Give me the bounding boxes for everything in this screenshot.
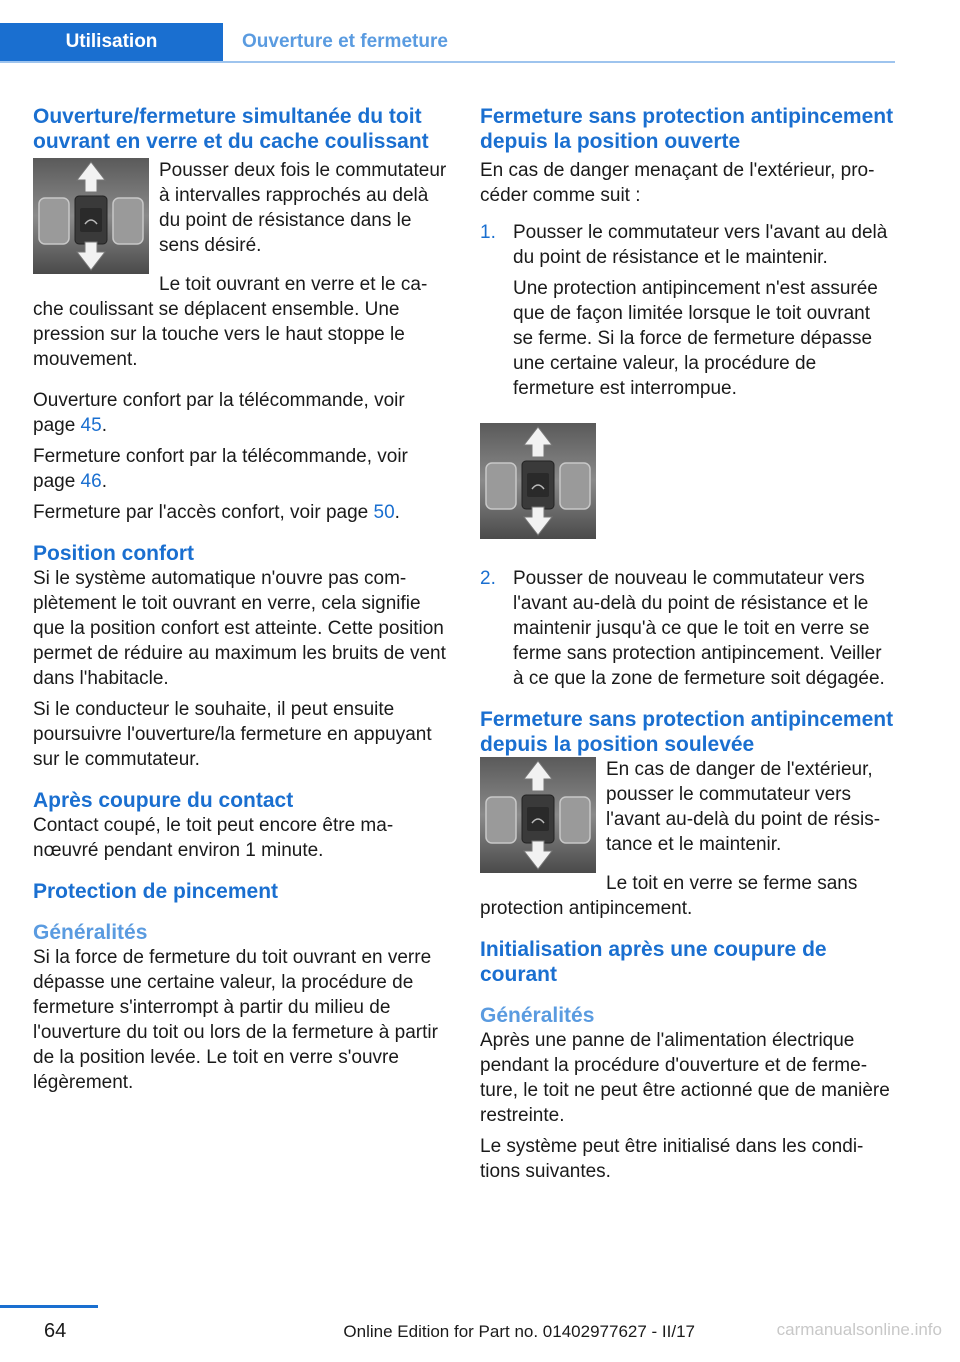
paragraph: Le système peut être initialisé dans les conditions suivantes. [480,1136,864,1182]
page-link-50[interactable]: 50 [373,502,395,523]
page-link-46[interactable]: 46 [80,471,102,492]
paragraph: Pousser deux fois le commutateur à intervalles rapprochés au delà du point de résistance dans le sens désiré. [159,160,447,256]
steps-list [480,220,895,401]
heading-comfort: Position confort [33,542,194,565]
right-column [480,104,895,1184]
heading-close-open: Fermeture sans protection antipincement depuis la position ouverte [480,105,894,153]
watermark: carmanualsonline.info [776,1320,942,1339]
tab-ouverture-fermeture[interactable]: Ouverture et fermeture [242,31,448,52]
subheading-general: Généralités [480,1004,595,1027]
header-divider [0,61,895,63]
step-number: 1. [480,222,496,243]
paragraph-ref: Fermeture confort par la télécommande, voir page 46. [33,446,408,492]
header-tabs [0,23,895,63]
heading-pinch: Protection de pincement [33,880,279,903]
paragraph: Le toit ouvrant en verre et le cache coulissant se déplacent ensemble. Une pression sur la touche vers le haut stoppe le mouvement. [33,274,428,370]
paragraph: Si le conducteur le souhaite, il peut ensuite poursuivre l'ouverture/la fermeture en appuyant sur le commutateur. [33,699,432,770]
edition-text: Online Edition for Part no. 01402977627 - II/17 [343,1322,695,1341]
tab-utilisation[interactable]: Utilisation [0,23,223,61]
paragraph: Pousser le commutateur vers l'avant au delà du point de résistance et le maintenir. [513,222,888,268]
heading-close-raised: Fermeture sans protection antipincement depuis la position soulevée [480,708,894,756]
paragraph: Le toit en verre se ferme sans protection antipincement. [480,873,858,919]
paragraph: En cas de danger menaçant de l'extérieur, procéder comme suit : [480,160,875,206]
paragraph: En cas de danger de l'extérieur, pousser le commutateur vers l'avant au-delà du point de résistance et le maintenir. [606,759,881,855]
left-column [33,104,448,1095]
footer-rule [0,1305,98,1308]
paragraph: Pousser de nouveau le commutateur vers l'avant au-delà du point de résistance et le maintenir jusqu'à ce que le toit en verre se ferme sans protection antipincement. Veiller à ce que la zone de fermeture soit dégagée. [513,568,885,689]
paragraph: Une protection antipincement n'est assurée que de façon limitée lorsque le toit ouvrant se ferme. Si la force de fermeture dépasse une certaine valeur, la procédure de fermeture est interrompue. [513,278,878,399]
paragraph-ref: Ouverture confort par la télécommande, voir page 45. [33,390,405,436]
heading-ignition: Après coupure du contact [33,789,294,812]
steps-list [480,566,895,691]
page-link-45[interactable]: 45 [80,415,102,436]
switch-illustration [480,423,596,539]
paragraph: Contact coupé, le toit peut encore être manœuvré pendant environ 1 minute. [33,815,394,861]
paragraph: Si le système automatique n'ouvre pas complètement le toit ouvrant en verre, cela signifie que la position confort est atteinte. Cette position permet de réduire au maximum les bruits de vent dans l'habitacle. [33,568,446,689]
list-item [480,566,895,691]
figure-block-raised [480,757,895,873]
paragraph: Après une panne de l'alimentation électrique pendant la procédure d'ouverture et de fermeture, le toit ne peut être actionné que de manière restreinte. [480,1030,890,1126]
switch-illustration [480,757,596,873]
subheading-general: Généralités [33,921,148,944]
figure-block-simultaneous [33,158,448,274]
heading-simultaneous: Ouverture/fermeture simultanée du toit ouvrant en verre et du cache coulissant [33,105,429,153]
page-number: 64 [44,1320,67,1342]
step-number: 2. [480,568,496,589]
heading-init: Initialisation après une coupure de courant [480,938,827,986]
paragraph: Si la force de fermeture du toit ouvrant en verre dépasse une certaine valeur, la procédure de fermeture s'interrompt à partir du milieu de l'ouverture du toit ou lors de la fermeture à partir de la position levée. Le toit en verre s'ouvre légèrement. [33,947,438,1093]
list-item [480,220,895,401]
switch-illustration [33,158,149,274]
paragraph-ref: Fermeture par l'accès confort, voir page 50. [33,502,400,523]
